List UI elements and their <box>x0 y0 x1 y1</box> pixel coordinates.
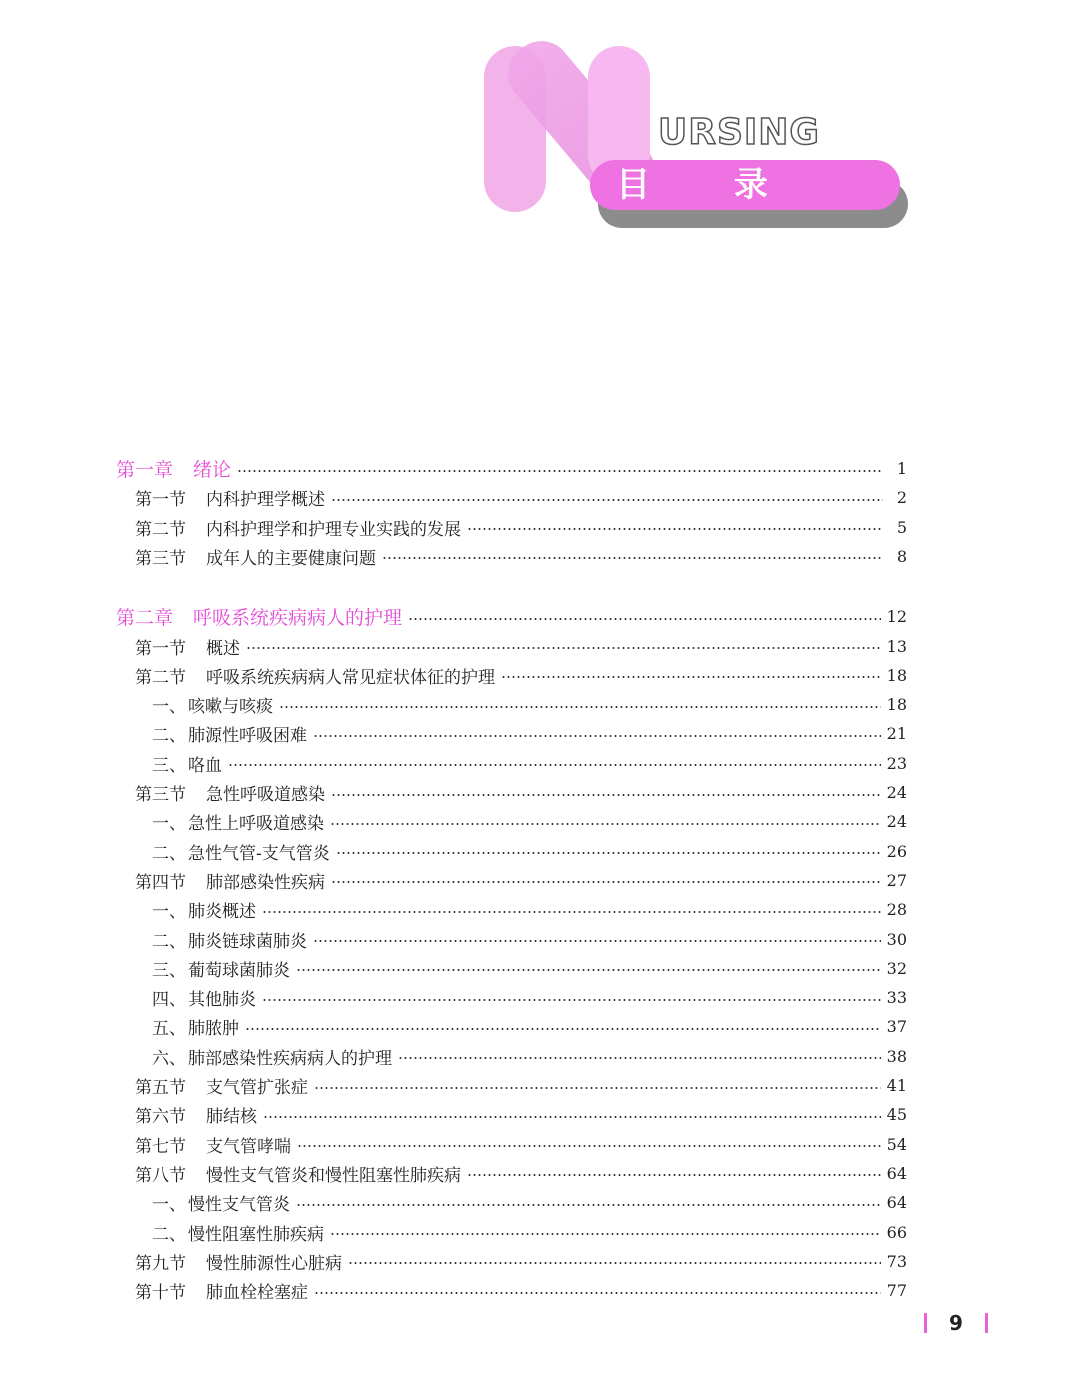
toc-entry-number: 第一节 <box>135 638 186 659</box>
toc-entry-label <box>152 692 273 717</box>
toc-page-number: 13 <box>886 636 907 656</box>
toc-page-number: 18 <box>886 695 907 715</box>
toc-entry-number: 第六节 <box>135 1107 186 1128</box>
dot-leader <box>330 1233 881 1235</box>
dot-leader <box>262 999 881 1001</box>
toc-entry-title: 慢性肺源性心脏病 <box>206 1253 342 1274</box>
dot-leader <box>382 557 883 559</box>
toc-entry-number: 第二章 <box>116 607 174 630</box>
toc-item-row[interactable] <box>152 954 907 983</box>
toc-entry-number: 二、 <box>152 843 186 864</box>
toc-entry-label <box>135 634 240 659</box>
toc-item-row[interactable] <box>152 837 907 866</box>
toc-entry-title: 其他肺炎 <box>188 990 256 1011</box>
toc-entry-label <box>152 751 222 776</box>
toc-entry-label <box>152 985 256 1010</box>
toc-entry-title: 慢性支气管炎和慢性阻塞性肺疾病 <box>206 1165 461 1186</box>
dot-leader <box>237 470 883 472</box>
toc-entry-label <box>152 927 307 952</box>
toc-page-number: 24 <box>886 812 907 832</box>
toc-entry-label <box>135 663 495 688</box>
toc-page-number: 1 <box>896 459 907 478</box>
toc-section-row[interactable] <box>135 778 907 807</box>
toc-entry-number: 二、 <box>152 1224 186 1245</box>
toc-item-row[interactable] <box>152 1012 907 1041</box>
nursing-logo <box>470 40 920 240</box>
dot-leader <box>296 969 881 971</box>
toc-entry-label <box>152 1190 290 1215</box>
toc-section-row[interactable] <box>135 1071 907 1100</box>
dot-leader <box>330 823 881 825</box>
toc-section-row[interactable] <box>135 661 907 690</box>
logo-text: URSING <box>658 112 820 153</box>
toc-entry-title: 肺源性呼吸困难 <box>188 726 307 747</box>
toc-page-number: 32 <box>886 958 907 978</box>
toc-entry-number: 第一节 <box>135 490 186 511</box>
toc-item-row[interactable] <box>152 749 907 778</box>
toc-item-row[interactable] <box>152 895 907 924</box>
dot-leader <box>331 794 881 796</box>
dot-leader <box>408 618 881 620</box>
page-number <box>924 1310 988 1336</box>
toc-entry-number: 第十节 <box>135 1283 186 1304</box>
toc-entry-number: 三、 <box>152 960 186 981</box>
toc-entry-label <box>152 839 330 864</box>
toc-page-number: 41 <box>886 1076 907 1095</box>
toc-item-row[interactable] <box>152 1188 907 1217</box>
toc-item-row[interactable] <box>152 719 907 748</box>
toc-entry-title: 肺结核 <box>206 1107 257 1128</box>
toc-entry-number: 二、 <box>152 726 186 747</box>
dot-leader <box>314 1292 881 1294</box>
toc-page-number: 28 <box>886 900 907 920</box>
toc-entry-label <box>135 1161 461 1186</box>
toc-entry-title: 肺炎链球菌肺炎 <box>188 931 307 952</box>
toc-page-number: 5 <box>896 517 907 537</box>
toc-entry-number: 第一章 <box>116 459 174 481</box>
toc-page-number: 37 <box>886 1017 907 1037</box>
toc-item-row[interactable] <box>152 925 907 954</box>
toc-entry-number: 第二节 <box>135 519 186 540</box>
toc-entry-title: 支气管扩张症 <box>206 1078 308 1098</box>
toc-entry-number: 第五节 <box>135 1078 186 1098</box>
toc-page-number: 18 <box>886 665 907 685</box>
toc-entry-title: 绪论 <box>193 459 232 481</box>
toc-item-row[interactable] <box>152 1042 907 1071</box>
page-number-text: 9 <box>949 1311 963 1335</box>
toc-entry-label <box>135 1249 342 1274</box>
toc-entry-label <box>116 603 402 630</box>
toc-entry-label <box>135 868 325 893</box>
toc-entry-title: 肺部感染性疾病 <box>206 872 325 893</box>
toc-page-number: 38 <box>886 1046 907 1066</box>
folio-bar-right <box>985 1313 988 1333</box>
toc-entry-label <box>135 1073 308 1098</box>
dot-leader <box>331 881 881 883</box>
toc-section-row[interactable] <box>135 1100 907 1129</box>
toc-page-number: 2 <box>896 488 907 508</box>
toc-entry-label <box>135 515 461 540</box>
toc-entry-label <box>116 455 231 482</box>
toc-section-row[interactable] <box>135 483 907 512</box>
toc-entry-title: 急性气管-支气管炎 <box>188 843 330 864</box>
toc-page-number: 77 <box>886 1281 907 1301</box>
toc-entry-label <box>135 544 376 569</box>
toc-entry-number: 一、 <box>152 1195 186 1216</box>
toc-page-number: 64 <box>886 1193 907 1213</box>
toc-page-number: 30 <box>886 929 907 949</box>
dot-leader <box>246 647 881 649</box>
toc-entry-title: 内科护理学概述 <box>206 490 325 511</box>
toc-entry-label <box>152 1014 239 1039</box>
toc-entry-title: 咯血 <box>188 755 222 776</box>
toc-entry-title: 慢性阻塞性肺疾病 <box>188 1224 324 1245</box>
toc-item-row[interactable] <box>152 690 907 719</box>
dot-leader <box>314 1087 881 1089</box>
toc-entry-title: 呼吸系统疾病病人的护理 <box>193 607 403 630</box>
toc-entry-number: 二、 <box>152 931 186 952</box>
toc-entry-title: 支气管哮喘 <box>206 1136 291 1157</box>
dot-leader <box>467 528 883 530</box>
dot-leader <box>313 735 881 737</box>
toc-section-row[interactable] <box>135 513 907 542</box>
toc-entry-number: 第四节 <box>135 872 186 893</box>
toc-entry-label <box>135 1132 291 1157</box>
toc-entry-number: 一、 <box>152 814 186 835</box>
toc-entry-label <box>152 956 290 981</box>
toc-item-row[interactable] <box>152 807 907 836</box>
toc-page-number: 21 <box>886 724 907 744</box>
toc-entry-number: 第三节 <box>135 785 186 805</box>
toc-entry-label <box>152 1220 324 1245</box>
toc-entry-number: 第九节 <box>135 1253 186 1274</box>
toc-page-number: 12 <box>886 607 907 627</box>
toc-entry-title: 肺炎概述 <box>188 902 256 923</box>
toc-entry-label <box>152 809 324 834</box>
dot-leader <box>279 706 881 708</box>
toc-section-row[interactable] <box>135 1159 907 1188</box>
toc-chapter-row[interactable] <box>116 454 907 483</box>
toc-entry-number: 五、 <box>152 1019 186 1040</box>
toc-entry-title: 慢性支气管炎 <box>188 1195 290 1216</box>
toc-page-number: 54 <box>886 1134 907 1154</box>
toc-item-row[interactable] <box>152 983 907 1012</box>
dot-leader <box>297 1145 881 1147</box>
dot-leader <box>348 1262 881 1264</box>
dot-leader <box>313 940 881 942</box>
toc-entry-number: 三、 <box>152 755 186 776</box>
toc-entry-title: 肺部感染性疾病病人的护理 <box>188 1048 392 1069</box>
toc-page-number: 73 <box>886 1251 907 1271</box>
dot-leader <box>228 764 881 766</box>
toc-entry-label <box>135 1102 257 1127</box>
dot-leader <box>331 499 883 501</box>
toc-page-number: 64 <box>886 1163 907 1183</box>
toc-page-number: 66 <box>886 1222 907 1242</box>
toc-entry-title: 概述 <box>206 638 240 659</box>
dot-leader <box>245 1028 881 1030</box>
toc-item-row[interactable] <box>152 1218 907 1247</box>
toc-page-number: 26 <box>886 841 907 861</box>
toc-entry-title: 肺脓肿 <box>188 1019 239 1040</box>
toc-section-row[interactable] <box>135 542 907 571</box>
toc-entry-label <box>135 780 325 805</box>
dot-leader <box>467 1174 881 1176</box>
toc-entry-number: 第三节 <box>135 548 186 569</box>
toc-entry-title: 肺血栓栓塞症 <box>206 1283 308 1304</box>
toc-entry-number: 四、 <box>152 990 186 1011</box>
toc-entry-label <box>152 721 307 746</box>
toc-entry-label <box>135 1278 308 1303</box>
toc-page-number: 8 <box>896 546 907 566</box>
toc-entry-label <box>152 1044 392 1069</box>
toc-entry-number: 六、 <box>152 1048 186 1069</box>
toc-section-row[interactable] <box>135 1247 907 1276</box>
toc-entry-title: 呼吸系统疾病病人常见症状体征的护理 <box>206 667 495 688</box>
dot-leader <box>296 1204 881 1206</box>
toc-entry-title: 内科护理学和护理专业实践的发展 <box>206 519 461 540</box>
toc-entry-number: 第八节 <box>135 1165 186 1186</box>
toc-page-number: 23 <box>886 753 907 773</box>
toc-section-row[interactable] <box>135 1130 907 1159</box>
toc-page-number: 33 <box>886 988 907 1008</box>
toc-page-number: 27 <box>886 870 907 890</box>
toc-entry-title: 急性上呼吸道感染 <box>188 814 324 835</box>
dot-leader <box>263 1116 881 1118</box>
toc-page-number: 24 <box>886 783 907 802</box>
toc-entry-title: 葡萄球菌肺炎 <box>188 960 290 981</box>
toc-section-row[interactable] <box>135 632 907 661</box>
dot-leader <box>398 1057 881 1059</box>
toc-entry-number: 一、 <box>152 902 186 923</box>
toc-entry-label <box>152 897 256 922</box>
toc-entry-title: 成年人的主要健康问题 <box>206 548 376 569</box>
dot-leader <box>336 852 881 854</box>
toc-entry-label <box>135 485 325 510</box>
toc-entry-title: 急性呼吸道感染 <box>206 785 325 805</box>
toc-chapter-row[interactable] <box>116 602 907 631</box>
toc-section-row[interactable] <box>135 1276 907 1305</box>
dot-leader <box>262 911 881 913</box>
title-bar <box>590 160 900 210</box>
toc-entry-number: 第七节 <box>135 1136 186 1157</box>
toc-section-row[interactable] <box>135 866 907 895</box>
page-title: 目 录 <box>616 165 804 205</box>
toc-entry-number: 第二节 <box>135 667 186 688</box>
dot-leader <box>501 676 881 678</box>
toc-entry-title: 咳嗽与咳痰 <box>188 697 273 718</box>
toc-page-number: 45 <box>886 1105 907 1125</box>
toc-entry-number: 一、 <box>152 697 186 718</box>
folio-bar-left <box>924 1313 927 1333</box>
